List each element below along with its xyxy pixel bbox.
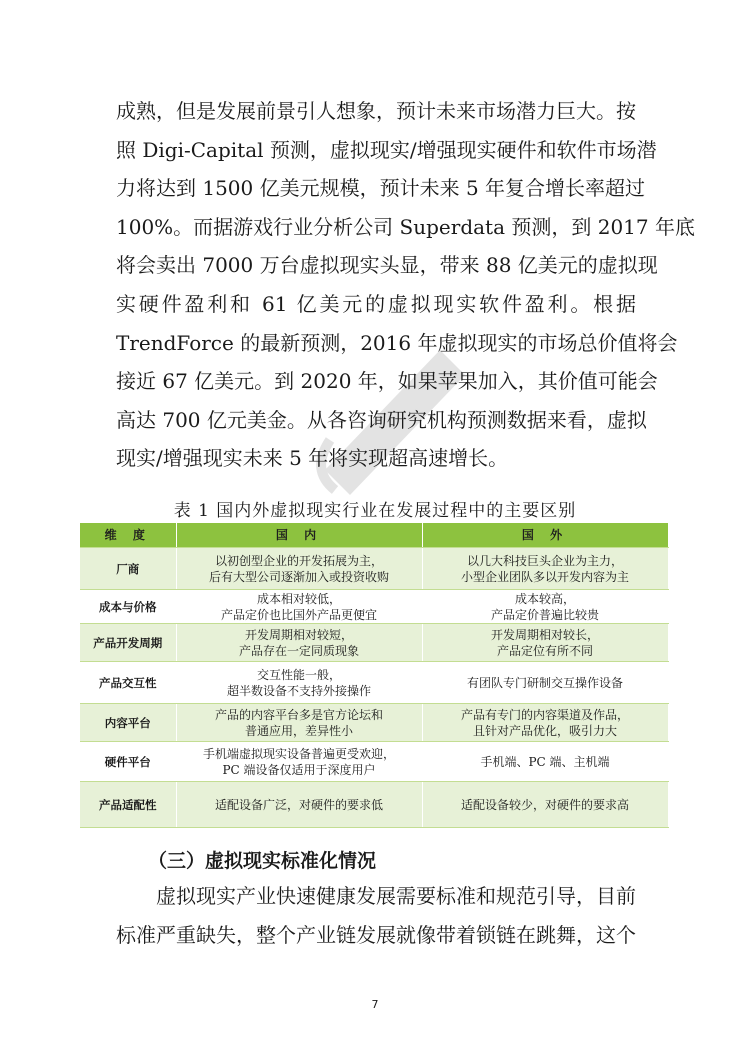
- cell-text: 产品定价也比国外产品更便宜: [220, 607, 377, 622]
- cell-text: 产品有专门的内容渠道及作品，: [460, 707, 629, 722]
- header-foreign: 国 外: [422, 523, 668, 548]
- cell-text: 普通应用，差异性小: [244, 723, 353, 738]
- cell-foreign: [422, 782, 668, 828]
- table-header-row: [80, 523, 668, 548]
- row-label: 硬件平台: [80, 742, 176, 782]
- text-line: TrendForce 的最新预测，2016 年虚拟现实的市场总价值将会: [116, 330, 678, 355]
- table-row: [80, 624, 668, 662]
- text-line: 照 Digi-Capital 预测，虚拟现实/增强现实硬件和软件市场潜: [116, 137, 657, 162]
- cell-text: 适配设备广泛，对硬件的要求低: [214, 797, 383, 812]
- cell-foreign: [422, 662, 668, 704]
- row-label: 成本与价格: [80, 590, 176, 624]
- cell-text: 产品的内容平台多是官方论坛和: [214, 707, 383, 722]
- paragraph-standardization: [116, 877, 636, 954]
- text-line: 标准严重缺失，整个产业链发展就像带着锁链在跳舞，这个: [116, 922, 636, 947]
- cell-foreign: [422, 548, 668, 590]
- cell-domestic: [176, 704, 422, 742]
- text-line: 高达 700 亿元美金。从各咨询研究机构预测数据来看，虚拟: [116, 407, 647, 432]
- cell-domestic: [176, 590, 422, 624]
- text-line: 接近 67 亿美元。到 2020 年，如果苹果加入，其价值可能会: [116, 369, 658, 394]
- cell-domestic: [176, 662, 422, 704]
- cell-text: 产品定价普遍比较贵: [490, 607, 599, 622]
- row-label: 产品适配性: [80, 782, 176, 828]
- text-line: 成熟，但是发展前景引人想象，预计未来市场潜力巨大。按: [116, 99, 636, 123]
- cell-foreign: [422, 704, 668, 742]
- row-label: 厂商: [80, 548, 176, 590]
- cell-domestic: [176, 742, 422, 782]
- cell-text: 手机端、PC 端、主机端: [480, 754, 610, 769]
- table-row: [80, 704, 668, 742]
- cell-text: 交互性能一般，: [256, 667, 341, 682]
- paragraph-market-forecast: [116, 92, 695, 478]
- table-row: [80, 782, 668, 828]
- text-line: 将会卖出 7000 万台虚拟现实头显，带来 88 亿美元的虚拟现: [116, 253, 658, 278]
- cell-text: 成本相对较低，: [256, 591, 341, 606]
- cell-foreign: [422, 590, 668, 624]
- text-line: 实硬件盈利和 61 亿美元的虚拟现实软件盈利。根据: [116, 291, 636, 316]
- cell-text: 超半数设备不支持外接操作: [226, 683, 371, 698]
- cell-domestic: [176, 624, 422, 662]
- table-row: [80, 548, 668, 590]
- section-heading: （三）虚拟现实标准化情况: [148, 850, 377, 872]
- page-number: 7: [371, 998, 379, 1011]
- cell-text: 适配设备较少，对硬件的要求高: [460, 797, 629, 812]
- cell-text: 手机端虚拟现实设备普遍更受欢迎，: [202, 746, 395, 761]
- cell-foreign: [422, 624, 668, 662]
- cell-text: 以几大科技巨头企业为主力，: [466, 553, 623, 568]
- text-line: 力将达到 1500 亿美元规模，预计未来 5 年复合增长率超过: [116, 176, 646, 201]
- row-label: 产品交互性: [80, 662, 176, 704]
- cell-text: 产品定位有所不同: [496, 643, 593, 658]
- cell-domestic: [176, 548, 422, 590]
- cell-text: 小型企业团队多以开发内容为主: [460, 569, 629, 584]
- cell-text: PC 端设备仅适用于深度用户: [222, 762, 376, 777]
- cell-text: 以初创型企业的开发拓展为主，: [214, 553, 383, 568]
- table-row: [80, 590, 668, 624]
- text-line: 虚拟现实产业快速健康发展需要标准和规范引导，目前: [116, 884, 636, 908]
- header-domestic: 国 内: [176, 523, 422, 548]
- header-dimension: 维 度: [80, 523, 176, 548]
- cell-text: 产品存在一定同质现象: [238, 643, 359, 658]
- cell-text: 开发周期相对较短，: [244, 627, 353, 642]
- cell-text: 后有大型公司逐渐加入或投资收购: [208, 569, 389, 584]
- comparison-table: [80, 523, 669, 828]
- cell-text: 开发周期相对较长，: [490, 627, 599, 642]
- table-row: [80, 742, 668, 782]
- table-caption: 表 1 国内外虚拟现实行业在发展过程中的主要区别: [173, 501, 577, 521]
- row-label: 内容平台: [80, 704, 176, 742]
- text-line: 100%。而据游戏行业分析公司 Superdata 预测，到 2017 年底: [116, 214, 695, 239]
- table-row: [80, 662, 668, 704]
- cell-foreign: [422, 742, 668, 782]
- cell-text: 且针对产品优化，吸引力大: [472, 723, 617, 738]
- cell-text: 成本较高，: [514, 591, 575, 606]
- row-label: 产品开发周期: [80, 624, 176, 662]
- cell-text: 有团队专门研制交互操作设备: [466, 675, 623, 690]
- cell-domestic: [176, 782, 422, 828]
- text-line: 现实/增强现实未来 5 年将实现超高速增长。: [116, 446, 509, 471]
